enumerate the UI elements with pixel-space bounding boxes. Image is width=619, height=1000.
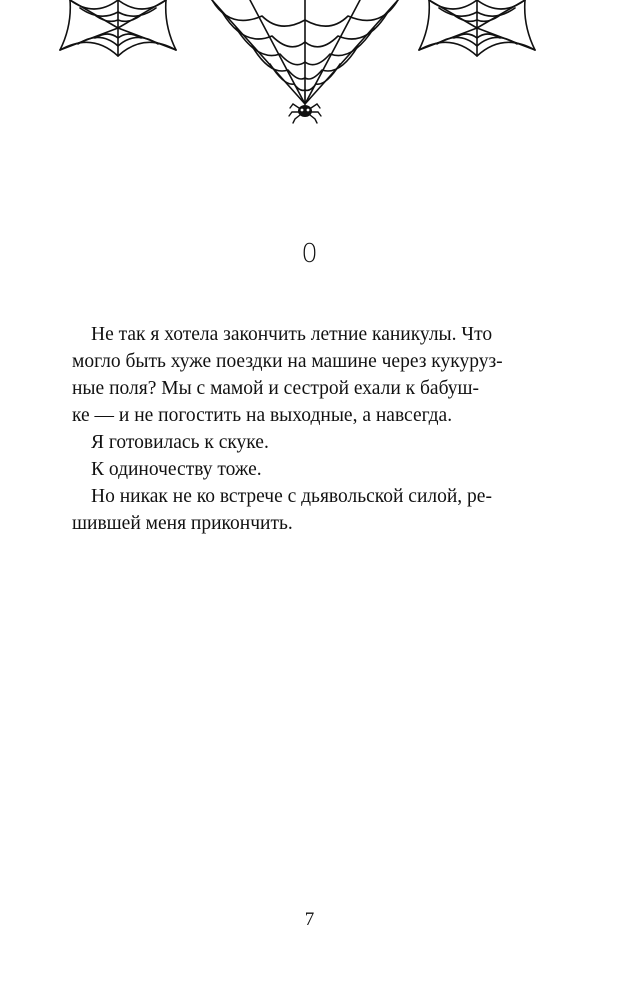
spider-web-center-icon (212, 0, 398, 104)
text-line: ке — и не погостить на выходные, а навсегда. (72, 405, 453, 426)
spider-web-left-icon (60, 0, 176, 56)
text-line: шившей меня прикончить. (72, 513, 293, 534)
spider-icon (289, 90, 321, 123)
spider-web-right-icon (419, 0, 535, 56)
paragraph-4 (72, 483, 531, 537)
page-number: 7 (304, 909, 315, 930)
text-line: могло быть хуже поездки на машине через кукуруз- (72, 351, 503, 372)
text-line: ные поля? Мы с мамой и сестрой ехали к бабуш- (72, 378, 480, 399)
chapter-body (72, 321, 531, 537)
text-line: Не так я хотела закончить летние каникулы. Что (91, 324, 493, 345)
spider-web-decoration (0, 0, 619, 130)
paragraph-2 (91, 429, 531, 456)
paragraph-3 (91, 456, 531, 483)
text-line: Но никак не ко встрече с дьявольской силой, ре- (91, 486, 492, 507)
chapter-number: 0 (301, 239, 318, 269)
text-line: К одиночеству тоже. (91, 459, 262, 480)
text-line: Я готовилась к скуке. (91, 432, 269, 453)
paragraph-1 (72, 321, 531, 429)
